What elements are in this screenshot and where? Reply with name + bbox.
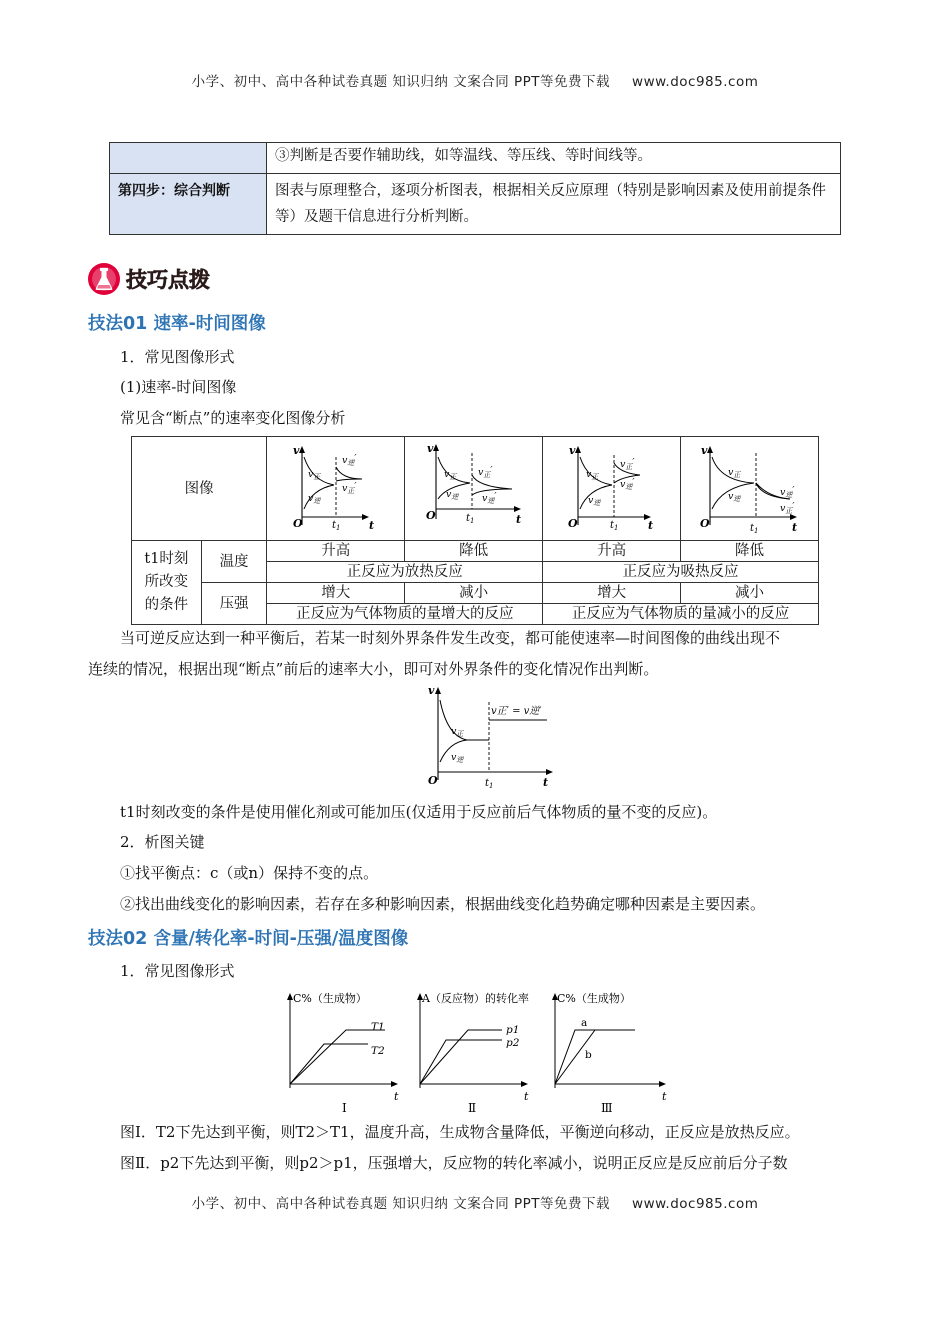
svg-text:v正: $v_正$: [585, 469, 598, 481]
svg-text:O: O: [425, 509, 436, 522]
pressure-value-1: 增大: [267, 583, 405, 604]
svg-text:v正: $v_正$: [451, 726, 464, 738]
svg-text:v逆′: $v_逆'$: [779, 485, 795, 499]
s2-para2: 图Ⅱ．p2下先达到平衡，则p2＞p1，压强增大，反应物的转化率减小，说明正反应是反应前后分子数: [120, 1154, 788, 1172]
graph-I-curve1: T1: [371, 1021, 385, 1033]
table-row: [132, 541, 819, 562]
step4-label: 第四步：综合判断: [110, 174, 267, 235]
page-footer: [0, 1192, 950, 1212]
graph-cell-2: [405, 437, 543, 541]
svg-text:t1: $t_1$: [331, 520, 341, 532]
table-row: [110, 143, 841, 174]
svg-text:v正′: $v_正'$: [341, 481, 357, 495]
pressure-value-3: 增大: [543, 583, 681, 604]
svg-text:O: O: [699, 517, 710, 530]
s1-line3: 常见含“断点”的速率变化图像分析: [120, 409, 346, 427]
rate-graph-4: [682, 437, 818, 534]
s1-line6: ②找出曲线变化的影响因素，若存在多种影响因素，根据曲线变化趋势确定哪种因素是主要因素。: [120, 895, 766, 913]
svg-text:v正′: $v_正'$: [619, 457, 635, 471]
svg-text:v逆: $v_逆$: [727, 491, 740, 503]
graph-cell-3: [543, 437, 681, 541]
temp-note-1: 正反应为放热反应: [267, 562, 543, 583]
svg-text:t1: $t_1$: [749, 523, 759, 534]
graph-III-ylabel: C%（生成物）: [557, 992, 631, 1005]
graph-I-label: Ⅰ: [342, 1101, 347, 1113]
section2-title: 技法02 含量/转化率-时间-压强/温度图像: [88, 929, 409, 949]
footer-url[interactable]: www.doc985.com: [632, 1196, 759, 1212]
graph-II-curve1: p1: [506, 1024, 520, 1036]
svg-text:t: t: [662, 1090, 667, 1103]
graph-II-ylabel: A（反应物）的转化率: [422, 992, 529, 1005]
graph-I: [287, 991, 399, 1113]
s1-para2: t1时刻改变的条件是使用催化剂或可能加压(仅适用于反应前后气体物质的量不变的反应)。: [120, 803, 718, 821]
rate-graph-table: [131, 436, 819, 625]
s1-para1: 当可逆反应达到一种平衡后，若某一时刻外界条件发生改变，都可能使速率—时间图像的曲线出现不: [120, 629, 781, 647]
pressure-note-1: 正反应为气体物质的量增大的反应: [267, 604, 543, 625]
svg-text:O: O: [567, 517, 578, 530]
s1-line2: (1)速率-时间图像: [120, 378, 237, 396]
svg-text:v: v: [568, 444, 575, 457]
badge-label: 技巧点拨: [126, 267, 210, 292]
table-row: [132, 437, 819, 541]
graph-I-curve2: T2: [371, 1045, 385, 1057]
s2-line1: 1．常见图像形式: [120, 962, 235, 980]
svg-text:t1: $t_1$: [609, 520, 619, 532]
header-text: 小学、初中、高中各种试卷真题 知识归纳 文案合同 PPT等免费下载: [191, 74, 611, 90]
graph-I-ylabel: C%（生成物）: [293, 992, 367, 1005]
graph-III-curve2: b: [585, 1049, 592, 1061]
svg-text:v正: $v_正$: [727, 467, 740, 479]
pressure-note-2: 正反应为气体物质的量减小的反应: [543, 604, 819, 625]
svg-text:t: t: [368, 519, 374, 532]
page-header: [0, 70, 950, 90]
svg-text:v逆: $v_逆$: [451, 752, 464, 764]
svg-text:t: t: [515, 513, 521, 526]
t1-change-label: t1时刻所改变的条件: [144, 551, 189, 613]
temp-label: 温度: [201, 541, 266, 583]
svg-text:t1: $t_1$: [485, 778, 494, 790]
rate-graph-1: [268, 437, 404, 534]
temp-value-3: 升高: [543, 541, 681, 562]
svg-text:v正: $v_正$: [307, 469, 321, 481]
rate-graph-2: [406, 437, 542, 534]
svg-text:O: O: [292, 517, 303, 530]
svg-text:v逆′: $v_逆'$: [619, 477, 635, 491]
s1-line4: 2．析图关键: [120, 833, 205, 851]
table-row: [132, 583, 819, 604]
svg-text:v逆′: $v_逆'$: [481, 491, 497, 505]
svg-text:v正′: $v_正'$: [477, 465, 493, 479]
steps-table: [109, 142, 841, 235]
graph-II-label: Ⅱ: [468, 1101, 477, 1113]
graph-III-curve1: a: [581, 1017, 588, 1029]
pressure-value-4: 减小: [681, 583, 819, 604]
s1-line1: 1．常见图像形式: [120, 348, 235, 366]
svg-text:v: v: [426, 442, 434, 455]
svg-text:v逆: $v_逆$: [445, 489, 459, 501]
header-url[interactable]: www.doc985.com: [632, 74, 759, 90]
svg-text:t: t: [647, 519, 653, 532]
s1-line5: ①找平衡点：c（或n）保持不变的点。: [120, 864, 379, 882]
temp-value-2: 降低: [405, 541, 543, 562]
s2-para1: 图Ⅰ．T2下先达到平衡，则T2＞T1，温度升高，生成物含量降低，平衡逆向移动，正反应是放热反应。: [120, 1123, 800, 1141]
temp-value-1: 升高: [267, 541, 405, 562]
svg-text:t: t: [791, 521, 797, 534]
temp-note-2: 正反应为吸热反应: [543, 562, 819, 583]
graph-cell-4: [681, 437, 819, 541]
pressure-label: 压强: [201, 583, 266, 625]
svg-text:t1: $t_1$: [465, 513, 475, 525]
svg-text:v: v: [292, 444, 300, 457]
graph-III-label: Ⅲ: [601, 1101, 613, 1113]
svg-text:O: O: [428, 774, 438, 787]
steps-row1-text: ③判断是否要作辅助线，如等温线、等压线、等时间线等。: [267, 143, 841, 174]
content-graphs: [280, 988, 680, 1113]
svg-text:v逆′: $v_逆'$: [341, 453, 357, 467]
temp-value-4: 降低: [681, 541, 819, 562]
graph-cell-1: [267, 437, 405, 541]
s1-para1b: 连续的情况，根据出现“断点”前后的速率大小，即可对外界条件的变化情况作出判断。: [88, 660, 659, 678]
svg-text:t: t: [394, 1090, 399, 1103]
empty-label-cell: [110, 143, 267, 174]
svg-text:v逆: $v_逆$: [587, 495, 600, 507]
svg-text:v: v: [428, 684, 435, 697]
tips-badge: [86, 259, 236, 299]
svg-text:t: t: [524, 1090, 529, 1103]
section1-title: 技法01 速率-时间图像: [88, 314, 266, 334]
catalyst-label: v正′ = v逆′: [491, 706, 542, 717]
flask-icon: [88, 263, 120, 295]
steps-row2-text: 图表与原理整合，逐项分析图表，根据相关反应原理（特别是影响因素及使用前提条件等）及题干信息进行分析判断。: [267, 174, 841, 235]
svg-text:v逆: $v_逆$: [307, 493, 321, 505]
graph-II-curve2: p2: [506, 1037, 520, 1049]
table-row: [110, 174, 841, 235]
svg-text:t: t: [543, 776, 549, 789]
rate-graph-3: [544, 437, 680, 534]
svg-text:v正′: $v_正'$: [779, 501, 795, 515]
svg-text:v正: $v_正$: [443, 469, 457, 481]
svg-text:v: v: [700, 444, 707, 457]
graph-II: [417, 991, 529, 1113]
graph-III: [552, 991, 667, 1113]
footer-text: 小学、初中、高中各种试卷真题 知识归纳 文案合同 PPT等免费下载: [191, 1196, 611, 1212]
graph-header-label: 图像: [132, 437, 267, 541]
pressure-value-2: 减小: [405, 583, 543, 604]
row-label-cell: [132, 541, 202, 625]
catalyst-graph: [425, 680, 560, 790]
